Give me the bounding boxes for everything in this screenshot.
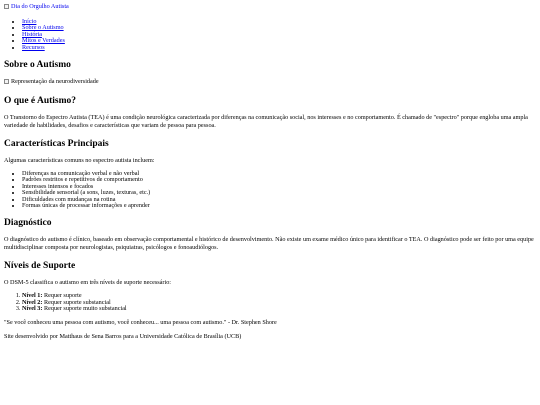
list-item <box>22 306 536 312</box>
section-title-caracteristicas: Características Principais <box>4 139 109 150</box>
logo-alt-text: Dia do Orgulho Autista <box>11 3 69 10</box>
site-header <box>4 3 536 51</box>
niveis-list <box>4 293 536 312</box>
nav-item-recursos <box>22 45 536 51</box>
caracteristicas-list <box>4 171 536 209</box>
broken-image-icon <box>4 79 9 84</box>
nav-link-mitos[interactable]: Mitos e Verdades <box>22 37 65 45</box>
section-title-o-que-e: O que é Autismo? <box>4 96 77 107</box>
quote-text: "Se você conheceu uma pessoa com autismo, você conheceu... uma pessoa com autismo." - Dr. Stephen Shore <box>4 319 277 327</box>
list-item: • Padrões restritos e repetitivos de comportamento <box>22 177 536 183</box>
niveis-intro: O DSM-5 classifica o autismo em três níveis de suporte necessário: <box>4 279 172 287</box>
section-title-diagnostico: Diagnóstico <box>4 218 52 229</box>
section-title-niveis: Níveis de Suporte <box>4 261 76 272</box>
site-footer <box>4 333 536 341</box>
footer-text: Site desenvolvido por Matthaus de Sena Barros para a Universidade Católica de Brasília (UCB) <box>4 333 242 341</box>
section-diagnostico <box>4 218 536 252</box>
list-item: • Dificuldades com mudanças na rotina <box>22 197 536 203</box>
caracteristicas-intro: Algumas características comuns no espectro autista incluem: <box>4 157 155 165</box>
main-content <box>4 60 536 327</box>
nav-link-historia[interactable]: História <box>22 30 42 38</box>
main-nav <box>4 19 536 51</box>
list-item: • Formas únicas de processar informações e aprender <box>22 203 536 209</box>
section-title-sobre: Sobre o Autismo <box>4 60 71 71</box>
section-caracteristicas <box>4 139 536 209</box>
section-niveis <box>4 261 536 327</box>
section-o-que-e <box>4 96 536 130</box>
level-text: Requer suporte substancial <box>42 298 111 306</box>
neurodiversity-image <box>4 78 536 87</box>
nav-link-sobre[interactable]: Sobre o Autismo <box>22 24 64 32</box>
level-label: Nível 3: <box>22 304 43 312</box>
section-sobre <box>4 60 536 87</box>
list-item: • Sensibilidade sensorial (a sons, luzes, texturas, etc.) <box>22 190 536 196</box>
neurodiversity-alt-text: Representação da neurodiversidade <box>11 77 99 85</box>
diagnostico-text: O diagnóstico do autismo é clínico, baseado em observação comportamental e histórico de desenvolvimento. Não existe um exame médico único para identificar o TEA. O diagnóstico pode ser feito por uma equipe multidisciplinar composta por neurologistas, psiquiatras, psicólogos e fonoaudiólogos. <box>4 236 534 252</box>
level-text: Requer suporte muito substancial <box>42 304 127 312</box>
logo-image <box>4 3 69 11</box>
level-text: Requer suporte <box>42 292 82 300</box>
o-que-e-text: O Transtorno do Espectro Autista (TEA) é uma condição neurológica caracterizada por diferenças na comunicação social, nos interesses e no comportamento. É chamado de "espectro" porque engloba uma ampla variedade de habilidades, desafios e características que variam de pessoa para pessoa. <box>4 114 528 130</box>
nav-link-recursos[interactable]: Recursos <box>22 43 45 51</box>
broken-image-icon <box>4 4 9 9</box>
level-label: Nível 1: <box>22 292 43 300</box>
level-label: Nível 2: <box>22 298 43 306</box>
nav-link-inicio[interactable]: Início <box>22 18 37 25</box>
list-item: • Interesses intensos e focados <box>22 184 536 190</box>
list-item: • Diferenças na comunicação verbal e não verbal <box>22 171 536 177</box>
logo-link[interactable] <box>4 3 536 11</box>
